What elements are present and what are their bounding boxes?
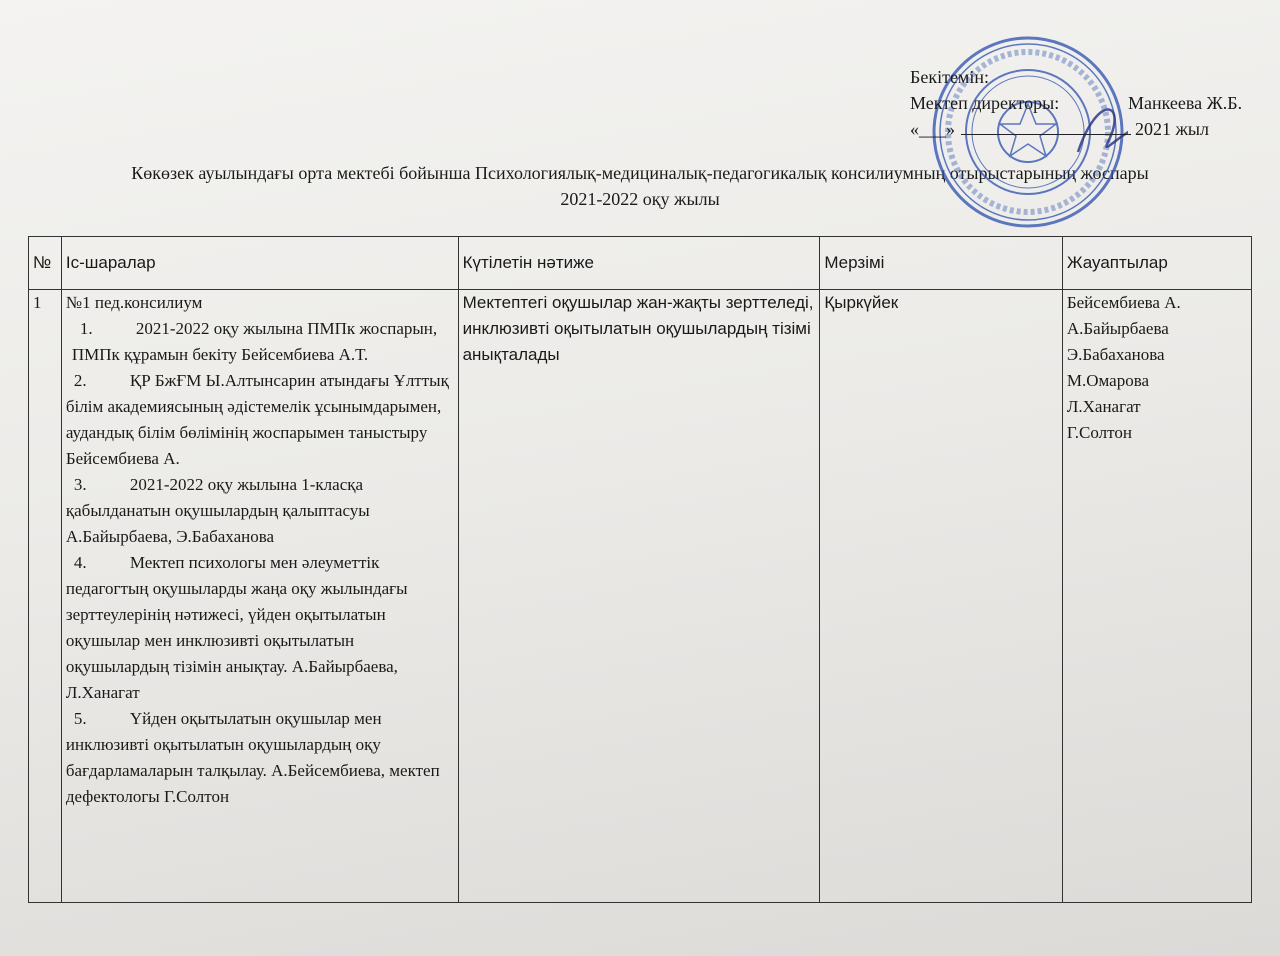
responsible-person: Л.Ханагат xyxy=(1066,397,1141,416)
responsible-person: Г.Солтон xyxy=(1066,423,1132,442)
header-result: Күтілетін нәтиже xyxy=(458,237,820,290)
approval-year: 2021 жыл xyxy=(1135,119,1210,139)
date-underline xyxy=(961,134,1131,135)
responsible-person: Э.Бабаханова xyxy=(1066,345,1165,364)
responsible-person: М.Омарова xyxy=(1066,371,1150,390)
responsible-person: Бейсембиева А. xyxy=(1066,293,1181,312)
activity-item: 5. Үйден оқытылатын оқушылар мен инклюзивті оқытылатын оқушылардың оқу бағдарламаларын талқылау. А.Бейсембиева, мектеп дефектологы Г.Солтон xyxy=(65,709,440,806)
approval-date xyxy=(910,116,1270,142)
approval-line2 xyxy=(910,90,1270,116)
header-responsible: Жауаптылар xyxy=(1062,237,1251,290)
responsible-person: А.Байырбаева xyxy=(1066,319,1169,338)
responsible-list xyxy=(1067,290,1247,446)
title-line2: 2021-2022 оқу жылы xyxy=(560,189,720,209)
header-deadline: Мерзімі xyxy=(820,237,1063,290)
activity-item: 4. Мектеп психологы мен әлеуметтік педагогтың оқушыларды жаңа оқу жылындағы зерттеулерінің нәтижесі, үйден оқытылатын оқушылар мен инклюзивті оқытылатын оқушылардың тізімін анықтау. А.Байырбаева, Л.Ханагат xyxy=(65,553,408,702)
consilium-heading: №1 пед.консилиум xyxy=(65,293,203,312)
cell-num: 1 xyxy=(29,290,62,903)
title-line1: Көкөзек ауылындағы орта мектебі бойынша Психологиялық-медициналық-педагогикалық консилиумның отырыстарының жоспары xyxy=(131,163,1149,183)
header-num: № xyxy=(29,237,62,290)
approval-block xyxy=(910,64,1270,142)
plan-table xyxy=(28,236,1252,903)
director-position: Мектеп директоры: xyxy=(910,93,1060,113)
director-name: Манкеева Ж.Б. xyxy=(1128,93,1243,113)
table-header-row xyxy=(29,237,1252,290)
approval-line1: Бекітемін: xyxy=(910,67,989,87)
activity-item: 3. 2021-2022 оқу жылына 1-класқа қабылданатын оқушылардың қалыптасуы А.Байырбаева, Э.Бабаханова xyxy=(65,475,370,546)
activity-item: 2. ҚР БжҒМ Ы.Алтынсарин атындағы Ұлттық білім академиясының әдістемелік ұсынымдарымен, аудандық білім бөлімінің жоспарымен таныстыру Бейсембиева А. xyxy=(65,371,449,468)
header-activities: Іс-шаралар xyxy=(61,237,458,290)
table-row xyxy=(29,290,1252,903)
activity-item: 1. 2021-2022 оқу жылына ПМПк жоспарын, ПМПк құрамын бекіту Бейсембиева А.Т. xyxy=(71,319,438,364)
date-prefix: «___» xyxy=(910,119,955,139)
cell-result: Мектептегі оқушылар жан-жақты зерттеледі, инклюзивті оқытылатын оқушылардың тізімі анықталады xyxy=(458,290,820,903)
cell-activities xyxy=(61,290,458,903)
cell-deadline: Қыркүйек xyxy=(820,290,1063,903)
cell-responsible xyxy=(1062,290,1251,903)
